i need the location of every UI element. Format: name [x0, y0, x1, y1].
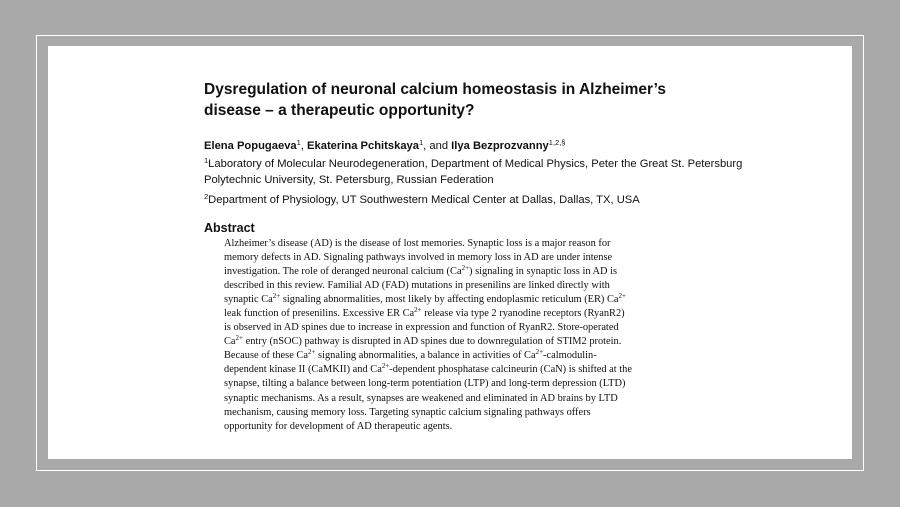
abstract-line: $Ca^{2+}$ entry (nSOC) pathway is disrupted in AD spines due to downregulation of STIM2 protein.	[224, 334, 622, 348]
paper-title: Dysregulation of neuronal calcium homeostasis in Alzheimer’s disease – a therapeutic opportunity?	[204, 81, 666, 119]
author-affiliation-marker: 1	[296, 138, 301, 147]
abstract-line: described in this review. Familial AD (FAD) mutations in presenilins are linked directly with	[224, 279, 610, 291]
affiliation	[204, 157, 764, 188]
abstract-line: synaptic mechanisms. As a result, synapses are weakened and eliminated in AD brains by LTD	[224, 392, 618, 404]
abstract-heading: Abstract	[204, 220, 255, 235]
author-affiliation-marker: 1,2,§	[548, 138, 566, 147]
author-name: Ilya Bezprozvanny	[451, 140, 549, 152]
paper-page	[48, 46, 852, 459]
author-name: Elena Popugaeva	[204, 140, 297, 152]
abstract-line: dependent kinase II (CaMKII) and $Ca^{2+}$-dependent phosphatase calcineurin (CaN) is shifted at the	[224, 362, 632, 376]
abstract-line: Because of these $Ca^{2+}$ signaling abnormalities, a balance in activities of $Ca^{2+}-calmodulin-$	[224, 348, 597, 362]
abstract-line: mechanism, causing memory loss. Targeting synaptic calcium signaling pathways offers	[224, 406, 591, 418]
affiliation-marker: 1	[204, 156, 209, 165]
abstract-body	[224, 237, 679, 434]
affiliation-marker: 2	[204, 192, 209, 201]
abstract-line: Alzheimer’s disease (AD) is the disease of lost memories. Synaptic loss is a major reason for	[224, 237, 611, 249]
author-list: Elena Popugaeva$^1$, Ekaterina Pchitskaya$^1$, and Ilya Bezprozvanny$^{1,2,\S}$	[204, 138, 566, 152]
author-affiliation-marker: 1	[419, 138, 424, 147]
affiliation-text: Laboratory of Molecular Neurodegeneration, Department of Medical Physics, Peter the Great St. Petersburg Polytechnic University, St. Petersburg, Russian Federation	[204, 158, 743, 186]
affiliation-list	[204, 157, 764, 209]
abstract-line: leak function of presenilins. Excessive ER $Ca^{2+}$ release via type 2 ryanodine receptors (RyanR2)	[224, 305, 625, 319]
author-name: Ekaterina Pchitskaya	[307, 140, 419, 152]
abstract-line: memory defects in AD. Signaling pathways involved in memory loss in AD are under intense	[224, 251, 613, 263]
affiliation	[204, 193, 764, 209]
abstract-line: synaptic $Ca^{2+}$ signaling abnormalities, most likely by affecting endoplasmic reticulum (ER) $Ca^{2+}$	[224, 291, 626, 305]
abstract-line: is observed in AD spines due to increase in expression and function of RyanR2. Store-operated	[224, 322, 619, 334]
paper-content	[204, 79, 764, 434]
abstract-line: investigation. The role of deranged neuronal calcium $(Ca^{2+})$ signaling in synaptic loss in AD is	[224, 263, 618, 277]
abstract-line: opportunity for development of AD therapeutic agents.	[224, 420, 453, 432]
affiliation-text: Department of Physiology, UT Southwestern Medical Center at Dallas, Dallas, TX, USA	[208, 194, 640, 206]
abstract-line: synapse, tilting a balance between long-term potentiation (LTP) and long-term depression (LTD)	[224, 378, 626, 390]
